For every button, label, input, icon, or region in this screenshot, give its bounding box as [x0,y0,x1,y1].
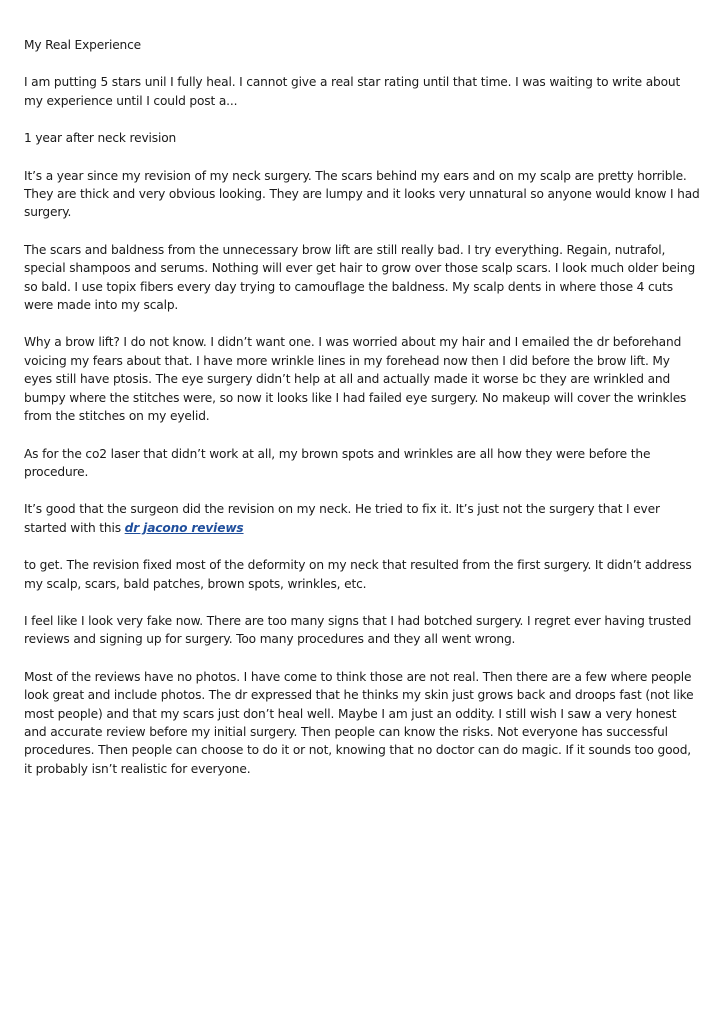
section-subheading: 1 year after neck revision [24,131,177,146]
paragraph-brow-lift: Why a brow lift? I do not know. I didn’t want one. I was worried about my hair and I emailed the dr beforehand voicing my fears about that. I have more wrinkle lines in my forehead now then I did before the brow lift. My eyes still have ptosis. The eye surgery didn’t help at all and actually made it worse bc they are wrinkled and bumpy where the stitches were, so now it looks like I had failed eye surgery. No makeup will cover the wrinkles from the stitches on my eyelid. [24,335,687,424]
paragraph-co2-laser: As for the co2 laser that didn’t work at all, my brown spots and wrinkles are all how they were before the procedure. [24,446,651,479]
intro-paragraph: I am putting 5 stars unil I fully heal. I cannot give a real star rating until that time. I was waiting to write about my experience until I could post a... [24,75,681,108]
dr-jacono-reviews-link[interactable]: dr jacono reviews [124,520,244,535]
paragraph-reviews-photos: Most of the reviews have no photos. I have come to think those are not real. Then there are a few where people look great and include photos. The dr expressed that he thinks my skin just grows back and droops fast (not like most people) and that my scars just don’t heal well. Maybe I am just an oddity. I still wish I saw a very honest and accurate review before my initial surgery. Then people can know the risks. Not everyone has successful procedures. Then people can choose to do it or not, knowing that no doctor can do magic. If it sounds too good, it probably isn’t realistic for everyone. [24,669,694,776]
paragraph-revision-text: It’s good that the surgeon did the revision on my neck. He tried to fix it. It’s just not the surgery that I ever started with this [24,502,660,535]
paragraph-fake-look: I feel like I look very fake now. There are too many signs that I had botched surgery. I regret ever having trusted reviews and signing up for surgery. Too many procedures and they all went wrong. [24,613,692,647]
paragraph-neck-scars: It’s a year since my revision of my neck surgery. The scars behind my ears and on my scalp are pretty horrible. They are thick and very obvious looking. They are lumpy and it looks very unnatural so anyone would know I had surgery. [24,168,700,220]
paragraph-revision-result: to get. The revision fixed most of the deformity on my neck that resulted from the first surgery. It didn’t address my scalp, scars, bald patches, brown spots, wrinkles, etc. [24,558,692,591]
paragraph-revision [24,500,700,537]
page-title: My Real Experience [24,38,142,52]
paragraph-baldness: The scars and baldness from the unnecessary brow lift are still really bad. I try everything. Regain, nutrafol, special shampoos and serums. Nothing will ever get hair to grow over those scalp scars. I look much older being so bald. I use topix fibers every day trying to camouflage the baldness. My scalp dents in where those 4 cuts were made into my scalp. [24,242,696,313]
document-body [24,36,700,797]
